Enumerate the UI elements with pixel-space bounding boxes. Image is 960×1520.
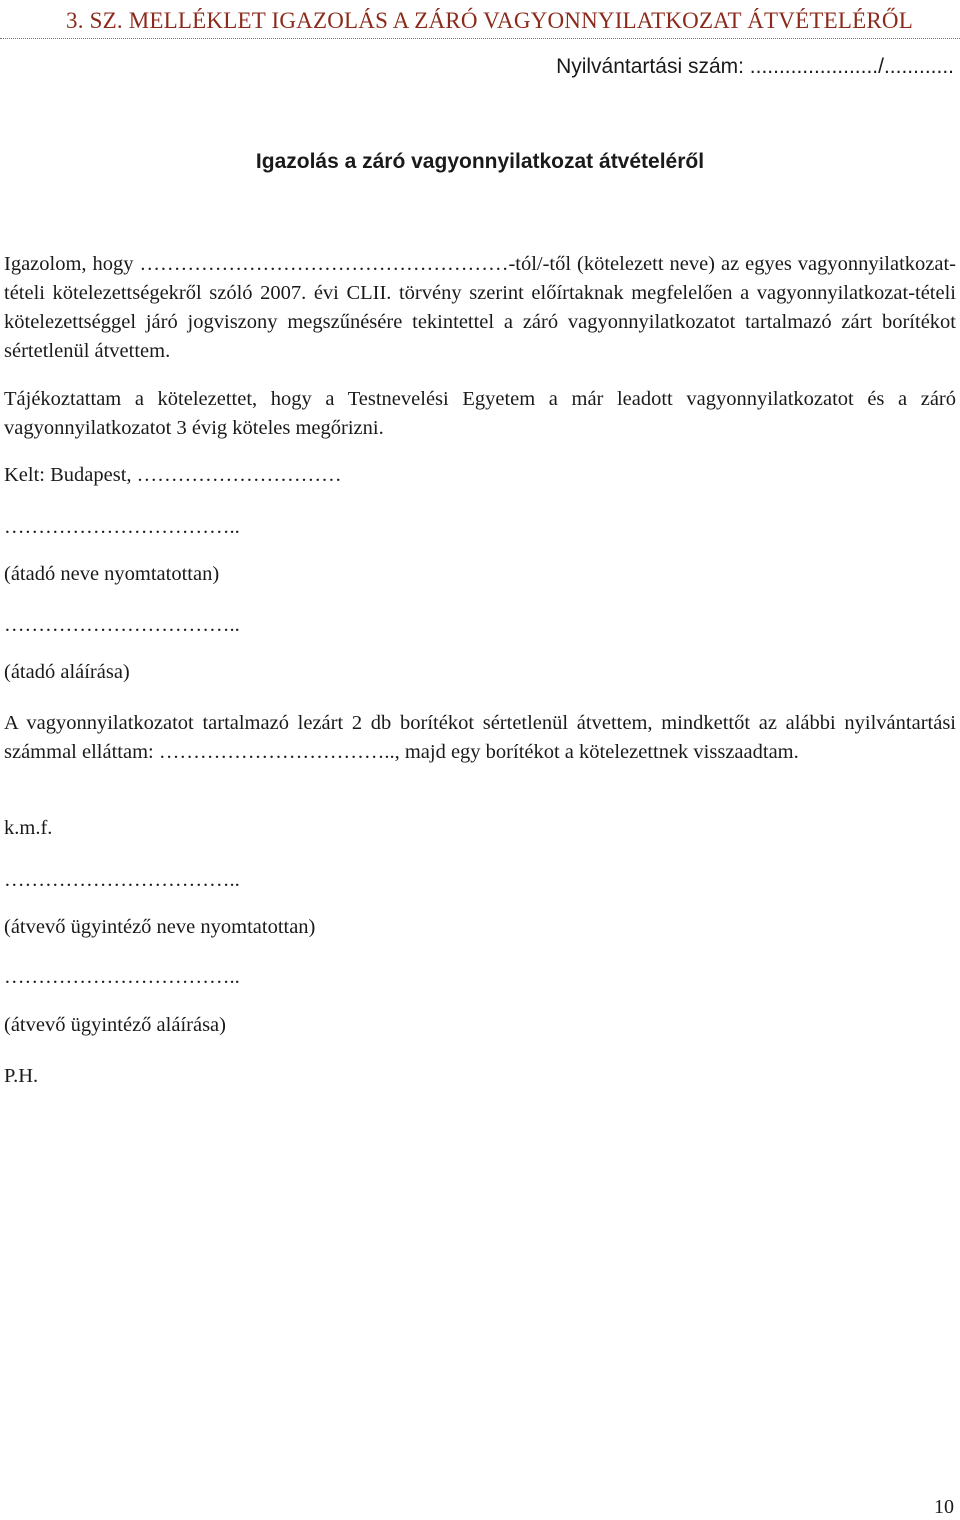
envelope-paragraph: A vagyonnyilatkozatot tartalmazó lezárt 2 db borítékot sértetlenül átvettem, mindkettőt az alábbi nyilvántartási számmal elláttam: …………………………….., majd egy borítékot a kötelezettnek visszaadtam. (4, 712, 956, 763)
receiver-signature-blank: …………………………….. (4, 966, 240, 988)
kmf-label: k.m.f. (4, 817, 53, 839)
handover-signature-blank: …………………………….. (4, 614, 240, 636)
page-number: 10 (934, 1496, 954, 1518)
page-header-title: 3. SZ. MELLÉKLET IGAZOLÁS A ZÁRÓ VAGYONNYILATKOZAT ÁTVÉTELÉRŐL (66, 8, 913, 33)
information-paragraph: Tájékoztattam a kötelezettet, hogy a Testnevelési Egyetem a már leadott vagyonnyilatkozatot és a záró vagyonnyilatkozatot 3 évig köteles megőrizni. (4, 388, 956, 439)
stamp-label: P.H. (4, 1065, 39, 1087)
handover-signature-label: (átadó aláírása) (4, 661, 130, 683)
registration-number: Nyilvántartási szám: ....................../............ (556, 55, 954, 78)
handover-name-label: (átadó neve nyomtatottan) (4, 563, 220, 585)
handover-name-blank: …………………………….. (4, 516, 240, 538)
receiver-name-blank: …………………………….. (4, 869, 240, 891)
receiver-signature-label: (átvevő ügyintéző aláírása) (4, 1014, 226, 1036)
document-title: Igazolás a záró vagyonnyilatkozat átvételéről (255, 150, 705, 173)
date-line: Kelt: Budapest, ………………………… (4, 464, 342, 486)
certification-paragraph: Igazolom, hogy ………………………………………………-tól/-től (kötelezett neve) az egyes vagyonnyilatkozat-tételi kötelezettségekről szóló 2007. évi CLII. törvény szerint előírtaknak megfelelően a vagyonnyilatkozat-tételi kötelezettséggel járó jogviszony megszűnésére tekintettel a záró vagyonnyilatkozatot tartalmazó zárt borítékot sértetlenül átvettem. (4, 253, 956, 362)
header-divider (0, 38, 960, 39)
receiver-name-label: (átvevő ügyintéző neve nyomtatottan) (4, 916, 316, 938)
